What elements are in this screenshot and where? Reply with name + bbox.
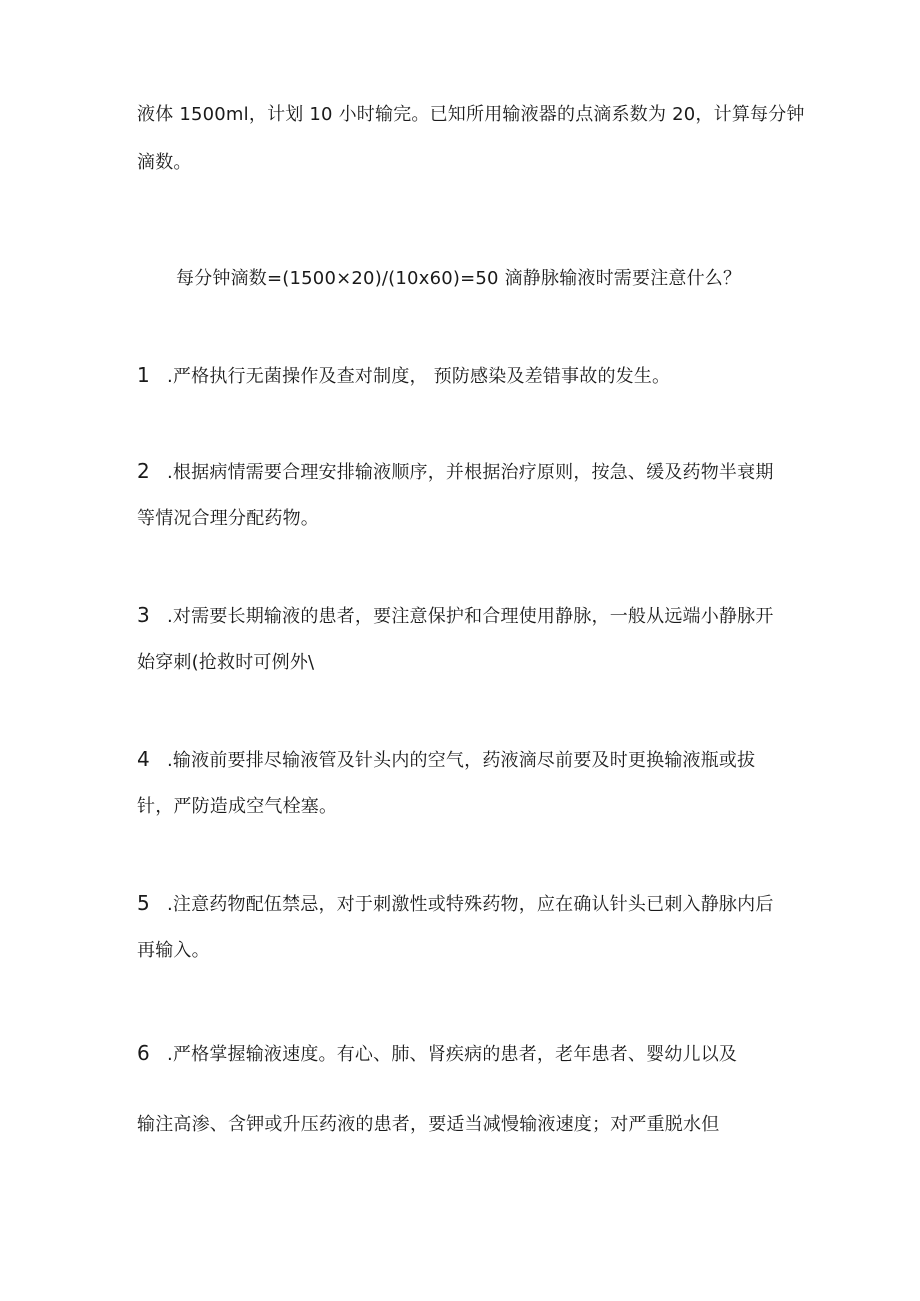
list-item-number: 1 — [137, 363, 150, 387]
list-item-text: .对需要长期输液的患者，要注意保护和合理使用静脉，一般从远端小静脉开 — [167, 606, 774, 627]
formula-line: 每分钟滴数=(1500×20)/(10x60)=50 滴静脉输液时需要注意什么？ — [176, 268, 742, 289]
list-item-number: 3 — [137, 603, 150, 627]
list-item-number: 5 — [137, 891, 150, 915]
list-item-3-continuation: 始穿刺(抢救时可例外\ — [137, 652, 315, 673]
intro-line-2: 滴数。 — [137, 152, 192, 173]
intro-line-1: 液体 1500ml，计划 10 小时输完。已知所用输液器的点滴系数为 20，计算每分钟 — [137, 104, 805, 125]
list-item-2 — [137, 458, 774, 486]
list-item-text: .严格执行无菌操作及查对制度， 预防感染及差错事故的发生。 — [167, 366, 671, 387]
list-item-6 — [137, 1040, 737, 1068]
list-item-text: .严格掌握输液速度。有心、肺、肾疾病的患者，老年患者、婴幼儿以及 — [167, 1044, 738, 1065]
list-item-text: .输液前要排尽输液管及针头内的空气，药液滴尽前要及时更换输液瓶或拔 — [167, 750, 756, 771]
list-item-4 — [137, 746, 755, 774]
list-item-text: .根据病情需要合理安排输液顺序，并根据治疗原则，按急、缓及药物半衰期 — [167, 462, 774, 483]
list-item-5 — [137, 890, 774, 918]
list-item-text: .注意药物配伍禁忌，对于刺激性或特殊药物，应在确认针头已刺入静脉内后 — [167, 894, 774, 915]
list-item-number: 4 — [137, 747, 150, 771]
list-item-2-continuation: 等情况合理分配药物。 — [137, 508, 319, 529]
list-item-3 — [137, 602, 774, 630]
list-item-5-continuation: 再输入。 — [137, 940, 210, 961]
list-item-1 — [137, 362, 670, 390]
list-item-4-continuation: 针，严防造成空气栓塞。 — [137, 796, 338, 817]
list-item-number: 6 — [137, 1041, 150, 1065]
list-item-number: 2 — [137, 459, 150, 483]
list-item-6-continuation: 输注高渗、含钾或升压药液的患者，要适当减慢输液速度；对严重脱水但 — [137, 1114, 720, 1135]
